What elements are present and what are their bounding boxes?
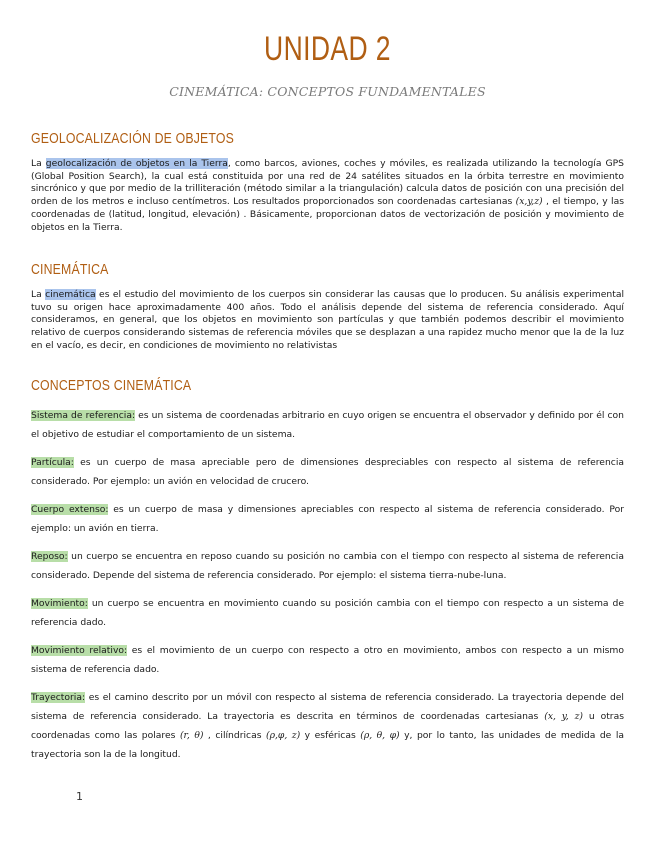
section-geolocalizacion — [31, 130, 624, 234]
math-xyz: (x,y,z) — [515, 196, 543, 208]
definition-item-trayectoria: Trayectoria: es el camino descrito por un móvil con respecto al sistema de referencia considerado. La trayectoria depende del sistema de referencia considerado. La trayectoria es descrita en términos de coordenadas cartesianas (x, y, z) u otras coordenadas como las polares (r, θ) , cilíndricas (ρ,φ, z) y esféricas (ρ, θ, φ) y, por lo tanto, las unidades de medida de la trayectoria son la de la longitud. — [31, 692, 625, 760]
page-number: 1 — [76, 790, 83, 803]
section-conceptos — [31, 377, 624, 773]
definition-term: Movimiento relativo: — [31, 645, 128, 656]
page-title: UNIDAD 2 — [264, 30, 391, 68]
definition-item: Partícula: es un cuerpo de masa apreciable pero de dimensiones despreciables con respecto al sistema de referencia considerado. Por ejemplo: un avión en velocidad de crucero. — [31, 457, 624, 487]
definition-term: Trayectoria: — [31, 692, 86, 703]
definition-item: Cuerpo extenso: es un cuerpo de masa y dimensiones apreciables con respecto al sistema de referencia considerado. Por ejemplo: un avión en tierra. — [31, 504, 624, 534]
definition-item: Reposo: un cuerpo se encuentra en reposo cuando su posición no cambia con el tiempo con respecto al sistema de referencia considerado. Depende del sistema de referencia considerado. Por ejemplo: el sistema tierra-nube-luna. — [31, 551, 624, 581]
definition-term: Partícula: — [31, 457, 74, 468]
math-spherical: (ρ, θ, φ) — [360, 730, 400, 741]
definition-item: Movimiento relativo: es el movimiento de un cuerpo con respecto a otro en movimiento, ambos con respecto a un mismo sistema de referencia dado. — [31, 645, 624, 675]
math-cartesian: (x, y, z) — [544, 711, 583, 722]
definition-term: Sistema de referencia: — [31, 410, 136, 421]
definition-term: Movimiento: — [31, 598, 88, 609]
section-heading-cinematica: CINEMÁTICA — [31, 261, 109, 278]
definition-item: Movimiento: un cuerpo se encuentra en movimiento cuando su posición cambia con el tiempo con respecto a un sistema de referencia dado. — [31, 598, 624, 628]
definition-term: Reposo: — [31, 551, 68, 562]
paragraph-geolocalizacion: La geolocalización de objetos en la Tierra, como barcos, aviones, coches y móviles, es realizada utilizando la tecnología GPS (Global Position Search), la cual está constituida por una red de 24 satélites situados en la órbita terrestre en movimiento sincrónico y que por medio de la trilliteración (método similar a la triangulación) calcula datos de posición con una precisión del orden de los metros e incluso centímetros. Los resultados proporcionados son coordenadas cartesianas (x,y,z) , el tiempo, y las coordenadas de (latitud, longitud, elevación) . Básicamente, proporcionan datos de vectorización de posición y movimiento de objetos en la Tierra. — [31, 158, 625, 233]
highlight-geolocalizacion: geolocalización de objetos en la Tierra — [45, 158, 228, 169]
section-heading-geolocalizacion: GEOLOCALIZACIÓN DE OBJETOS — [31, 130, 234, 147]
paragraph-cinematica: La cinemática es el estudio del movimiento de los cuerpos sin considerar las causas que lo producen. Su análisis experimental tuvo su origen hace aproximadamente 400 años. Todo el análisis depende del sistema de referencia considerado. Aquí consideramos, en general, que los objetos en movimiento son partículas y que también podemos describir el movimiento relativo de cuerpos considerando sistemas de referencia móviles que se desplazan a una rapidez mucho menor que la de la luz en el vacío, es decir, en condiciones de movimiento no relativistas — [31, 289, 625, 351]
definition-term: Cuerpo extenso: — [31, 504, 109, 515]
math-polar: (r, θ) — [179, 730, 204, 741]
definition-list — [31, 406, 624, 764]
definition-item: Sistema de referencia: es un sistema de coordenadas arbitrario en cuyo origen se encuentra el observador y definido por él con el objetivo de estudiar el comportamiento de un sistema. — [31, 410, 624, 440]
page-subtitle: CINEMÁTICA: CONCEPTOS FUNDAMENTALES — [169, 84, 486, 99]
math-cylindrical: (ρ,φ, z) — [266, 730, 301, 741]
highlight-cinematica: cinemática — [45, 289, 96, 300]
section-cinematica — [31, 261, 624, 353]
section-heading-conceptos: CONCEPTOS CINEMÁTICA — [31, 377, 192, 394]
